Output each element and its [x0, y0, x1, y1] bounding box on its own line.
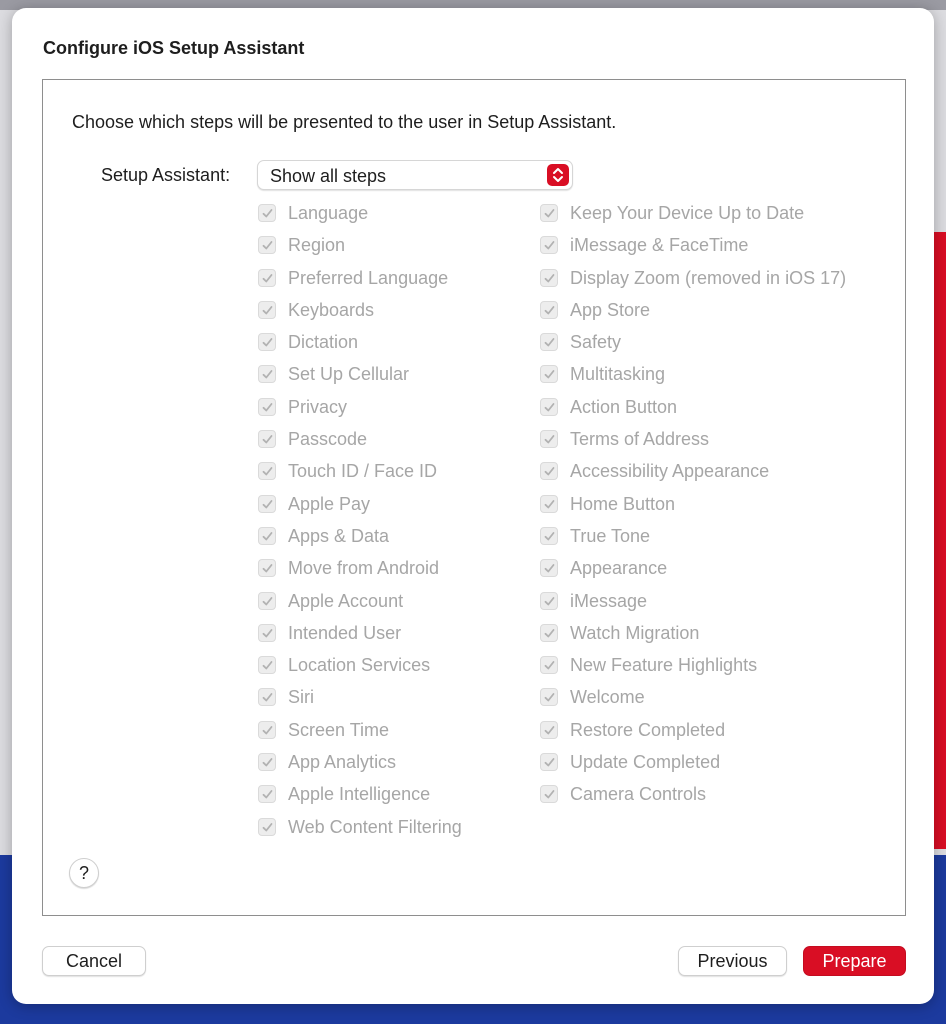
step-label: Display Zoom (removed in iOS 17) — [570, 267, 847, 288]
previous-button[interactable]: Previous — [678, 946, 787, 976]
step-label: Set Up Cellular — [288, 364, 410, 385]
checkmark-icon — [540, 236, 558, 254]
step-label: New Feature Highlights — [570, 655, 758, 676]
checkmark-icon — [258, 753, 276, 771]
step-label: Touch ID / Face ID — [288, 461, 438, 482]
step-label: Web Content Filtering — [288, 816, 462, 837]
checkmark-icon — [258, 301, 276, 319]
checkmark-icon — [540, 656, 558, 674]
checkmark-icon — [540, 527, 558, 545]
step-label: App Analytics — [288, 752, 397, 773]
checkmark-icon — [258, 333, 276, 351]
checkmark-icon — [540, 365, 558, 383]
step-label: Terms of Address — [570, 429, 710, 450]
step-label: Siri — [288, 687, 314, 708]
checkmark-icon — [540, 624, 558, 642]
step-label: Home Button — [570, 493, 676, 514]
step-label: Intended User — [288, 622, 402, 643]
checkmark-icon — [258, 688, 276, 706]
checkmark-icon — [540, 204, 558, 222]
step-label: Dictation — [288, 332, 359, 353]
checkmark-icon — [540, 688, 558, 706]
checkmark-icon — [540, 592, 558, 610]
step-label: Watch Migration — [570, 622, 700, 643]
step-label: Keep Your Device Up to Date — [570, 203, 805, 223]
checkmark-icon — [540, 430, 558, 448]
checkmark-icon — [258, 785, 276, 803]
step-label: Welcome — [570, 687, 645, 708]
step-label: Restore Completed — [570, 719, 726, 740]
checkmark-icon — [258, 624, 276, 642]
checkmark-icon — [258, 236, 276, 254]
step-label: Region — [288, 235, 346, 256]
checkmark-icon — [258, 495, 276, 513]
dialog-title: Configure iOS Setup Assistant — [43, 38, 305, 58]
checkmark-icon — [540, 753, 558, 771]
step-label: Apps & Data — [288, 525, 390, 546]
checkmark-icon — [540, 333, 558, 351]
checkmark-icon — [258, 269, 276, 287]
step-label: Passcode — [288, 429, 368, 450]
step-label: Screen Time — [288, 719, 390, 740]
step-label: App Store — [570, 299, 651, 320]
step-label: Apple Intelligence — [288, 784, 431, 805]
checkmark-icon — [540, 398, 558, 416]
steps-panel — [42, 79, 906, 916]
setup-assistant-select[interactable] — [257, 160, 573, 190]
checkmark-icon — [540, 462, 558, 480]
step-label: Language — [288, 203, 369, 223]
setup-assistant-value: Show all steps — [270, 166, 387, 186]
step-label: Safety — [570, 332, 622, 353]
checkmark-icon — [258, 204, 276, 222]
checkmark-icon — [258, 430, 276, 448]
checkmark-icon — [258, 818, 276, 836]
checkmark-icon — [258, 365, 276, 383]
checkmark-icon — [258, 462, 276, 480]
checkmark-icon — [258, 398, 276, 416]
step-label: Update Completed — [570, 752, 721, 773]
checkmark-icon — [258, 656, 276, 674]
step-label: iMessage — [570, 590, 648, 611]
checkmark-icon — [258, 527, 276, 545]
step-label: Apple Pay — [288, 493, 371, 514]
step-label: Location Services — [288, 655, 431, 676]
checkmark-icon — [540, 785, 558, 803]
step-label: Move from Android — [288, 558, 440, 579]
setup-assistant-dialog — [12, 8, 934, 1004]
step-label: Preferred Language — [288, 267, 449, 288]
checkmark-icon — [540, 495, 558, 513]
step-label: Action Button — [570, 396, 678, 417]
step-label: Apple Account — [288, 590, 404, 611]
checkmark-icon — [540, 269, 558, 287]
checkmark-icon — [540, 721, 558, 739]
prepare-button[interactable]: Prepare — [803, 946, 906, 976]
intro-text: Choose which steps will be presented to the user in Setup Assistant. — [72, 112, 617, 132]
step-label: Appearance — [570, 558, 668, 579]
checkmark-icon — [540, 301, 558, 319]
step-label: True Tone — [570, 525, 651, 546]
checkmark-icon — [258, 559, 276, 577]
checkmark-icon — [258, 592, 276, 610]
checkmark-icon — [540, 559, 558, 577]
help-button[interactable]: ? — [69, 858, 99, 888]
step-label: Multitasking — [570, 364, 666, 385]
step-label: Camera Controls — [570, 784, 707, 805]
updown-chevron-icon — [547, 164, 569, 186]
setup-assistant-label: Setup Assistant: — [101, 165, 231, 185]
step-label: Keyboards — [288, 299, 375, 320]
step-label: Accessibility Appearance — [570, 461, 770, 482]
step-label: Privacy — [288, 396, 348, 417]
step-label: iMessage & FaceTime — [570, 235, 749, 256]
cancel-button[interactable]: Cancel — [42, 946, 146, 976]
checkmark-icon — [258, 721, 276, 739]
